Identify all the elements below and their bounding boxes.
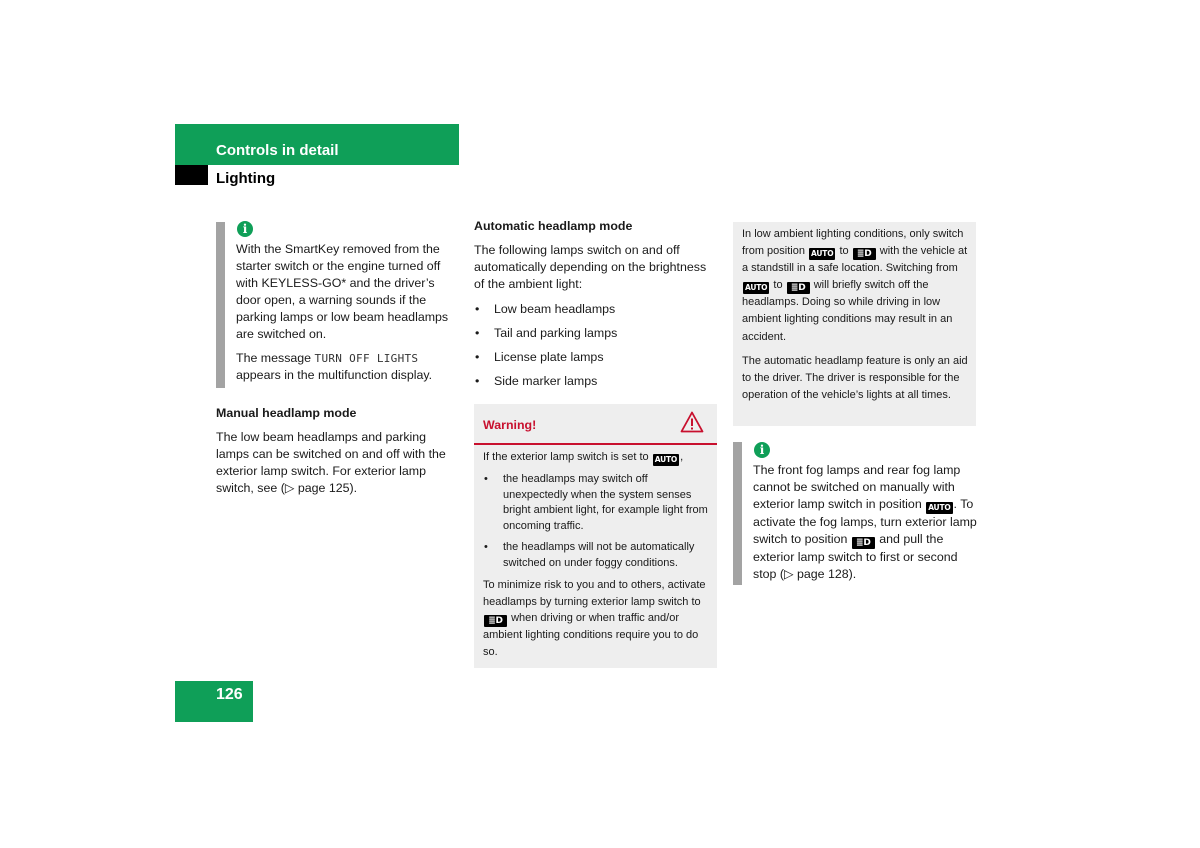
header-marker bbox=[175, 165, 208, 185]
warning-closing-text: To minimize risk to you and to others, activate headlamps by turning exterior lamp switch to bbox=[483, 579, 706, 608]
note-paragraph: The automatic headlamp feature is only an aid to the driver. The driver is responsible for the operation of the vehicle’s lights at all times. bbox=[742, 354, 968, 401]
lamp-list bbox=[474, 301, 718, 397]
message-prefix: The message bbox=[236, 351, 315, 365]
auto-switch-icon: AUTO bbox=[654, 455, 678, 464]
info-icon: i bbox=[237, 221, 253, 237]
list-item: • the headlamps will not be automatically switched on under foggy conditions. bbox=[483, 540, 711, 571]
left-info-note bbox=[236, 241, 460, 384]
note-paragraph bbox=[742, 226, 970, 346]
warning-body bbox=[483, 449, 711, 660]
note-text: In low ambient lighting conditions, only switch from position bbox=[742, 228, 964, 258]
section-title: Controls in detail bbox=[216, 142, 339, 159]
list-item: • the headlamps may switch off unexpectedly when the system senses bright ambient light, for example light from oncoming traffic. bbox=[483, 472, 711, 535]
lamp-switch-icon: ≣D bbox=[852, 537, 875, 549]
info-message-paragraph bbox=[236, 350, 460, 384]
page-number: 126 bbox=[216, 686, 243, 703]
warning-lead bbox=[483, 449, 711, 466]
auto-mode-heading: Automatic headlamp mode bbox=[474, 219, 633, 233]
message-suffix: appears in the multifunction display. bbox=[236, 368, 433, 382]
list-item: • Tail and parking lamps bbox=[474, 325, 718, 342]
note-text: to bbox=[839, 245, 849, 258]
warning-closing bbox=[483, 577, 711, 660]
info-text: and pull the exterior lamp switch to first or second stop (▷ page 128). bbox=[753, 532, 958, 581]
warning-title: Warning! bbox=[483, 418, 537, 432]
warning-triangle-icon bbox=[680, 411, 704, 433]
auto-switch-icon: AUTO bbox=[811, 249, 834, 259]
note-text: to bbox=[773, 279, 783, 292]
lamp-switch-icon: ≣D bbox=[787, 282, 810, 294]
manual-mode-body: The low beam headlamps and parking lamps can be switched on and off with the exterior lamp switch. For exterior lamp switch, see (▷ page 125). bbox=[216, 430, 446, 495]
display-message: TURN OFF LIGHTS bbox=[314, 352, 419, 365]
warning-divider bbox=[474, 443, 717, 445]
warning-lead-text: If the exterior lamp switch is set to bbox=[483, 451, 649, 463]
warning-lead-punct: , bbox=[680, 451, 684, 463]
info-paragraph: With the SmartKey removed from the starter switch or the engine turned off with KEYLESS-GO* and the driver’s door open, a warning sounds if the parking lamps or low beam headlamps are switched on. bbox=[236, 242, 449, 341]
note-text: with the vehicle at a standstill in a safe location. Switching from bbox=[742, 245, 968, 275]
auto-switch-icon: AUTO bbox=[928, 503, 951, 512]
info-text: . To activate the fog lamps, turn exterior lamp switch to position bbox=[753, 497, 977, 546]
info-text: The front fog lamps and rear fog lamp cannot be switched on manually with exterior lamp switch in position bbox=[753, 463, 961, 511]
caution-note bbox=[742, 226, 970, 404]
manual-mode-heading: Manual headlamp mode bbox=[216, 406, 357, 420]
list-item: • Low beam headlamps bbox=[474, 301, 718, 318]
subsection-title: Lighting bbox=[216, 170, 276, 187]
list-item: • Side marker lamps bbox=[474, 373, 718, 390]
info-icon: i bbox=[754, 442, 770, 458]
auto-mode-intro: The following lamps switch on and off automatically depending on the brightness of the ambient light: bbox=[474, 243, 707, 291]
info-side-bar bbox=[216, 222, 225, 388]
note-text: will briefly switch off the headlamps. Doing so while driving in low ambient lighting conditions may result in an accident. bbox=[742, 279, 953, 343]
warning-closing-text-2: when driving or when traffic and/or ambient lighting conditions require you to do so. bbox=[483, 612, 699, 658]
auto-switch-icon: AUTO bbox=[745, 283, 768, 293]
lamp-switch-icon: ≣D bbox=[484, 615, 507, 627]
info-paragraph bbox=[753, 462, 977, 583]
warning-list bbox=[483, 472, 711, 571]
info-side-bar bbox=[733, 442, 742, 585]
lamp-switch-icon: ≣D bbox=[853, 248, 876, 260]
list-item: • License plate lamps bbox=[474, 349, 718, 366]
right-info-note bbox=[753, 462, 977, 583]
